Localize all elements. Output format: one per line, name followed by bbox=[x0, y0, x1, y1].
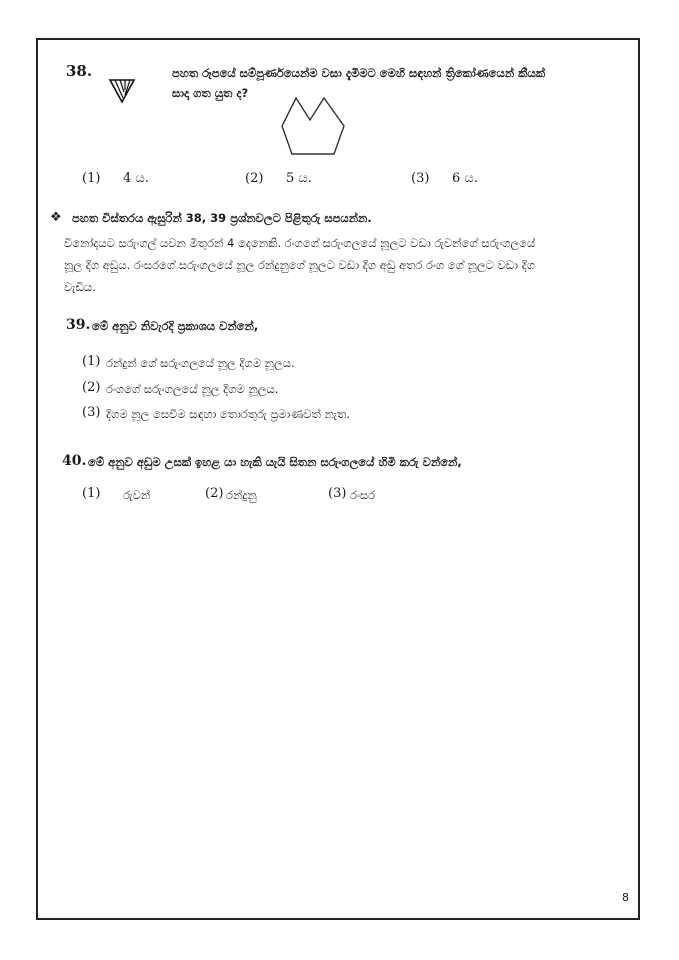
triangle-figure bbox=[108, 78, 136, 104]
q38-option-3-number: (3) bbox=[411, 171, 430, 186]
q40-stem: මේ අනුව අඩුම උසක් ඉහළ යා හැකි යැයි සිතන සරුංගලයේ හිමි කරු වන්නේ, bbox=[88, 455, 462, 469]
q38-option-1-text: 4 ය. bbox=[123, 171, 149, 186]
q39-option-1-text: රන්දුන් ගේ සරුංගලයේ නූල දිගම නූලය. bbox=[106, 356, 295, 370]
passage-line-1: විනෝදයට සරුංගල් යවන මිතුරන් 4 දෙනෙකි. රංගගේ සරුංගලයේ නූලට වඩා රුවන්ගේ සරුංගලයේ bbox=[64, 236, 536, 250]
q39-option-2-number: (2) bbox=[82, 380, 101, 395]
q39-number: 39. bbox=[66, 317, 91, 333]
q38-stem-line1: පහත රූපයේ සම්පූර්ණයෙන්ම වසා දැමීමට මෙහි සඳහන් ත්‍රිකෝණයෙන් කීයක් bbox=[172, 66, 546, 80]
q38-stem-line2: සාදා ගත යුත ද? bbox=[172, 86, 249, 100]
q38-option-1-number: (1) bbox=[82, 171, 101, 186]
q38-option-2-text: 5 ය. bbox=[286, 171, 312, 186]
q40-option-1-number: (1) bbox=[82, 486, 101, 501]
q40-option-3-text: රංසර bbox=[350, 488, 376, 502]
q40-option-2-text: රන්දුනු bbox=[226, 488, 257, 502]
q40-option-1-text: රුවන් bbox=[123, 488, 151, 502]
instruction-text: පහත විස්තරය ඇසුරින් 38, 39 ප්‍රශ්නවලට පිළිතුරු සපයන්න. bbox=[72, 211, 372, 225]
q39-option-1-number: (1) bbox=[82, 354, 101, 369]
q38-option-2-number: (2) bbox=[245, 171, 264, 186]
q38-number: 38. bbox=[66, 62, 93, 80]
passage-line-2: නූල දිග අඩුය. රංසරගේ සරුංගලයේ නූල රන්දුනුගේ නූලට වඩා දිග අඩු අතර රංග ගේ නූලට වඩා දිග bbox=[64, 258, 536, 272]
q39-stem: මේ අනුව නිවැරදි ප්‍රකාශය වන්නේ, bbox=[92, 319, 259, 333]
q39-option-2-text: රංගගේ සරුංගලයේ නූල දිගම නූලය. bbox=[106, 382, 279, 396]
q38-option-3-text: 6 ය. bbox=[452, 171, 478, 186]
passage-line-3: වැඩිය. bbox=[64, 280, 96, 294]
q40-number: 40. bbox=[62, 453, 87, 469]
q39-option-3-text: දිගම නූල සෙවීම සඳහා තොරතුරු ප්‍රමාණවත් නැත. bbox=[106, 407, 350, 421]
crown-hexagon-figure bbox=[278, 94, 348, 160]
diamond-bullet-icon: ❖ bbox=[50, 210, 62, 225]
q40-option-3-number: (3) bbox=[328, 486, 347, 501]
q40-option-2-number: (2) bbox=[205, 486, 224, 501]
q39-option-3-number: (3) bbox=[82, 405, 101, 420]
page-number: 8 bbox=[622, 891, 629, 904]
